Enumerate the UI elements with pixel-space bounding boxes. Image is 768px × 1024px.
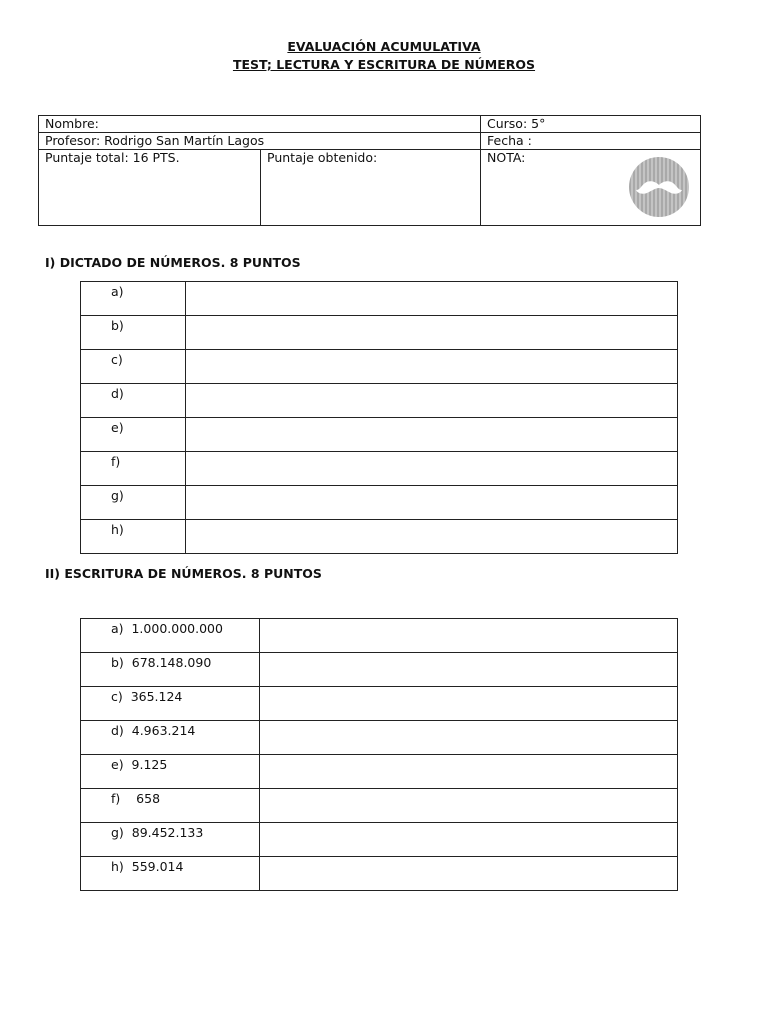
nota-field[interactable]: NOTA: <box>481 150 701 226</box>
dictado-table <box>80 281 678 554</box>
escritura-item-label: c) 365.124 <box>81 687 260 721</box>
escritura-answer-field[interactable] <box>260 755 678 789</box>
table-row <box>81 316 678 350</box>
dictado-item-label: d) <box>81 384 186 418</box>
dictado-item-label: e) <box>81 418 186 452</box>
escritura-table <box>80 618 678 891</box>
document-title: EVALUACIÓN ACUMULATIVA <box>287 39 481 54</box>
puntaje-obtenido-field[interactable]: Puntaje obtenido: <box>261 150 481 226</box>
dictado-answer-field[interactable] <box>186 350 678 384</box>
dictado-item-label: c) <box>81 350 186 384</box>
profesor-field[interactable]: Profesor: Rodrigo San Martín Lagos <box>39 133 481 150</box>
mustache-icon-graphic <box>629 157 689 217</box>
escritura-item-label: b) 678.148.090 <box>81 653 260 687</box>
dictado-item-label: h) <box>81 520 186 554</box>
escritura-answer-field[interactable] <box>260 619 678 653</box>
puntaje-total-field: Puntaje total: 16 PTS. <box>39 150 261 226</box>
escritura-answer-field[interactable] <box>260 789 678 823</box>
document-subtitle: TEST; LECTURA Y ESCRITURA DE NÚMEROS <box>232 57 536 72</box>
dictado-answer-field[interactable] <box>186 520 678 554</box>
dictado-answer-field[interactable] <box>186 418 678 452</box>
table-row <box>81 486 678 520</box>
escritura-item-label: d) 4.963.214 <box>81 721 260 755</box>
nombre-field[interactable]: Nombre: <box>39 116 481 133</box>
dictado-item-label: a) <box>81 282 186 316</box>
table-row <box>81 857 678 891</box>
escritura-item-label: f) 658 <box>81 789 260 823</box>
table-row <box>81 418 678 452</box>
table-row <box>81 282 678 316</box>
mustache-icon <box>629 157 689 217</box>
dictado-answer-field[interactable] <box>186 452 678 486</box>
table-row <box>81 823 678 857</box>
table-row <box>81 619 678 653</box>
dictado-item-label: g) <box>81 486 186 520</box>
escritura-answer-field[interactable] <box>260 653 678 687</box>
section-escritura-title: II) ESCRITURA DE NÚMEROS. 8 PUNTOS <box>45 566 322 581</box>
table-row <box>81 721 678 755</box>
escritura-item-label: e) 9.125 <box>81 755 260 789</box>
escritura-answer-field[interactable] <box>260 687 678 721</box>
section-dictado-title: I) DICTADO DE NÚMEROS. 8 PUNTOS <box>45 255 301 270</box>
dictado-answer-field[interactable] <box>186 486 678 520</box>
dictado-answer-field[interactable] <box>186 384 678 418</box>
table-row <box>81 520 678 554</box>
table-row <box>81 687 678 721</box>
dictado-answer-field[interactable] <box>186 316 678 350</box>
escritura-item-label: h) 559.014 <box>81 857 260 891</box>
table-row <box>81 452 678 486</box>
fecha-field[interactable]: Fecha : <box>481 133 701 150</box>
escritura-item-label: g) 89.452.133 <box>81 823 260 857</box>
student-info-table <box>38 115 701 226</box>
escritura-answer-field[interactable] <box>260 823 678 857</box>
escritura-answer-field[interactable] <box>260 857 678 891</box>
table-row <box>81 653 678 687</box>
table-row <box>81 789 678 823</box>
table-row <box>81 755 678 789</box>
escritura-item-label: a) 1.000.000.000 <box>81 619 260 653</box>
table-row <box>81 384 678 418</box>
dictado-answer-field[interactable] <box>186 282 678 316</box>
table-row <box>81 350 678 384</box>
dictado-item-label: b) <box>81 316 186 350</box>
dictado-item-label: f) <box>81 452 186 486</box>
escritura-answer-field[interactable] <box>260 721 678 755</box>
curso-field[interactable]: Curso: 5° <box>481 116 701 133</box>
